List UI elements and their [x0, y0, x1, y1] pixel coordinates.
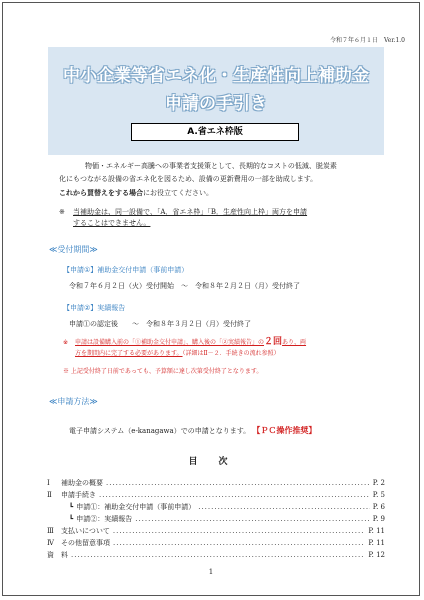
toc-row [47, 537, 385, 549]
toc-row [47, 549, 385, 561]
warning-text: あり、両 [282, 339, 307, 346]
toc-label: 申請手続き [61, 491, 96, 499]
budget-note: ※ 上記受付終了日前であっても、予算額に達し次第受付終了となります。 [63, 368, 263, 375]
method-heading: ≪申請方法≫ [49, 397, 98, 406]
red-warning-note [63, 337, 383, 359]
intro-line [59, 186, 379, 200]
intro-emphasis: これから買替えをする場合 [59, 188, 143, 197]
note-text: することはできません。 [73, 219, 151, 227]
toc-page: P. 11 [368, 527, 385, 535]
pc-recommended-label: 【ＰＣ操作推奨】 [252, 426, 317, 435]
corner-bullet-icon: ┗ [69, 515, 74, 523]
toc-page: P. 2 [372, 479, 385, 487]
toc-number: Ⅰ [47, 479, 50, 487]
warning-emphasis: ２回 [264, 337, 283, 347]
toc-leader [71, 549, 365, 561]
toc-page: P. 5 [372, 491, 385, 499]
toc-label: 補助金の概要 [61, 479, 103, 487]
eligibility-note [59, 207, 375, 229]
toc-number: Ⅱ [47, 491, 52, 499]
toc-row [47, 489, 385, 501]
toc-number: 資 [47, 551, 54, 559]
toc-leader [99, 489, 370, 501]
toc-leader [113, 525, 365, 537]
toc-label: 申請②：実績報告 [76, 515, 133, 523]
toc-row [47, 501, 385, 513]
toc-label: 申請①：補助金交付申請（事前申請） [76, 503, 196, 511]
method-description: 電子申請システム（e-kanagawa）での申請となります。 [69, 427, 251, 435]
toc-label: その他留意事項 [61, 539, 110, 547]
category-badge: A.省エネ枠版 [131, 123, 299, 141]
toc-page: P. 11 [368, 539, 385, 547]
toc-label: 支払いについて [61, 527, 110, 535]
toc-row [47, 477, 385, 489]
document-subtitle: 申請の手引き [165, 94, 267, 114]
application-1-label: 【申請①】補助金交付申請（事前申請） [63, 266, 189, 274]
corner-bullet-icon: ┗ [69, 503, 74, 511]
toc-number: Ⅲ [47, 527, 54, 535]
method-text [69, 425, 316, 436]
toc-page: P. 9 [372, 515, 385, 523]
warning-detail: （詳細はⅡ－２．手続きの流れ参照） [182, 350, 280, 357]
warning-mark: ※ [63, 339, 69, 346]
toc-row [47, 513, 385, 525]
toc-leader [135, 513, 370, 525]
document-page [2, 2, 420, 596]
toc-row [47, 525, 385, 537]
table-of-contents [47, 477, 385, 561]
note-text: 当補助金は、同一設備で、「A．省エネ枠」「B．生産性向上枠」両方を申請 [73, 208, 308, 216]
note-mark: ※ [59, 208, 65, 216]
warning-text: 申請は設備購入前の「①補助金交付申請」、購入後の「②実績報告」の [75, 339, 265, 346]
intro-line: 化にもつながる設備の省エネ化を図るため、設備の更新費用の一部を助成します。 [59, 175, 318, 183]
toc-leader [198, 501, 370, 513]
toc-page: P. 6 [372, 503, 385, 511]
document-title: 中小企業等省エネ化・生産性向上補助金 [63, 66, 369, 86]
intro-line-rest: にお役立てください。 [143, 189, 213, 197]
version-label: 令和７年６月１日 Ver.1.0 [330, 37, 405, 44]
period-heading: ≪受付期間≫ [49, 245, 98, 254]
toc-leader [113, 537, 365, 549]
application-2-label: 【申請②】実績報告 [63, 304, 126, 312]
toc-page: P. 12 [368, 551, 385, 559]
application-1-dates: 令和７年６月２日（火）受付開始 ～ 令和８年２月２日（月）受付終了 [69, 282, 300, 290]
warning-text: 方を期間内に完了する必要があります。 [75, 350, 183, 357]
page-number: 1 [208, 568, 214, 576]
toc-label: 料 [61, 551, 68, 559]
application-2-dates: 申請①の認定後 ～ 令和８年３月２日（月）受付終了 [69, 320, 251, 328]
toc-title: 目 次 [188, 457, 234, 467]
intro-paragraph [59, 160, 379, 200]
toc-leader [106, 477, 370, 489]
intro-line: 物価・エネルギー高騰への事業者支援策として、長期的なコストの低減、脱炭素 [85, 162, 337, 170]
toc-number: Ⅳ [47, 539, 54, 547]
